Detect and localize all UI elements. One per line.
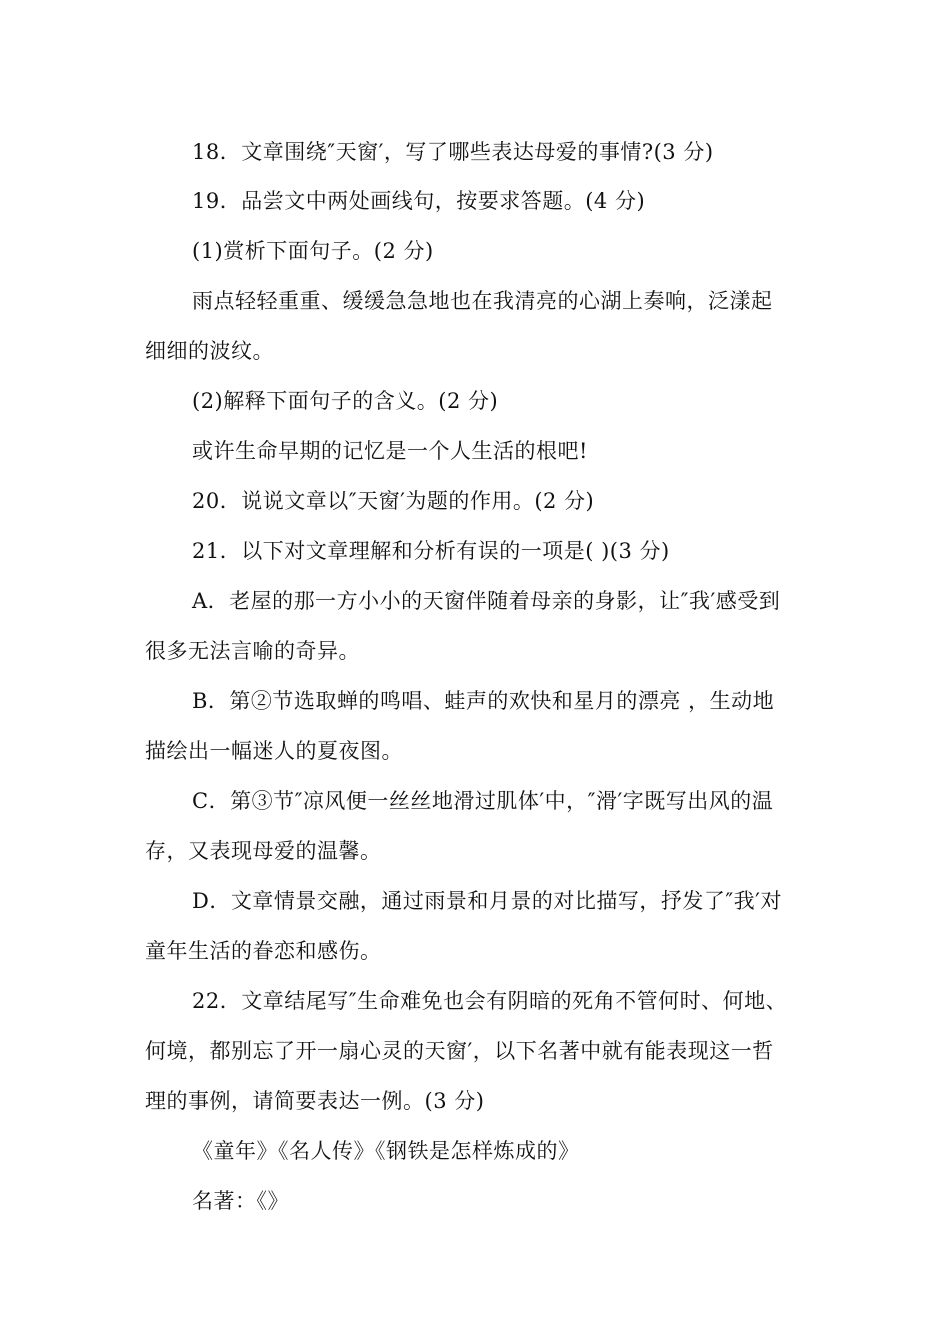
question-20: 20．说说文章以″天窗′为题的作用。(2 分) bbox=[192, 489, 595, 513]
quoted-sentence-1-line-2: 细细的波纹。 bbox=[145, 339, 274, 363]
option-d-line-2: 童年生活的眷恋和感伤。 bbox=[145, 939, 382, 963]
question-19-part-1: (1)赏析下面句子。(2 分) bbox=[192, 239, 434, 263]
option-d-line-1: D．文章情景交融，通过雨景和月景的对比描写，抒发了″我′对 bbox=[192, 889, 782, 913]
book-list: 《童年》《名人传》《钢铁是怎样炼成的》 bbox=[192, 1139, 580, 1163]
answer-book-name: 名著：《》 bbox=[192, 1189, 289, 1213]
question-22-line-3: 理的事例，请简要表达一例。(3 分) bbox=[145, 1089, 485, 1113]
option-a-line-2: 很多无法言喻的奇异。 bbox=[145, 639, 360, 663]
option-a-line-1: A．老屋的那一方小小的天窗伴随着母亲的身影，让″我′感受到 bbox=[192, 589, 781, 613]
quoted-sentence-2: 或许生命早期的记忆是一个人生活的根吧! bbox=[192, 439, 588, 463]
question-18: 18．文章围绕″天窗′，写了哪些表达母爱的事情?(3 分) bbox=[192, 140, 714, 164]
question-19-part-2: (2)解释下面句子的含义。(2 分) bbox=[192, 389, 499, 413]
question-21: 21．以下对文章理解和分析有误的一项是( )(3 分) bbox=[192, 539, 670, 563]
question-19: 19．品尝文中两处画线句，按要求答题。(4 分) bbox=[192, 189, 646, 213]
option-b-line-1: B．第②节选取蝉的鸣唱、蛙声的欢快和星月的漂亮 ，生动地 bbox=[192, 689, 775, 713]
question-22-line-2: 何境，都别忘了开一扇心灵的天窗′，以下名著中就有能表现这一哲 bbox=[145, 1039, 774, 1063]
question-22-line-1: 22．文章结尾写″生命难免也会有阴暗的死角不管何时、何地、 bbox=[192, 989, 788, 1013]
option-b-line-2: 描绘出一幅迷人的夏夜图。 bbox=[145, 739, 403, 763]
option-c-line-2: 存，又表现母爱的温馨。 bbox=[145, 839, 382, 863]
option-c-line-1: C．第③节″凉风便一丝丝地滑过肌体′中，″滑′字既写出风的温 bbox=[192, 789, 774, 813]
quoted-sentence-1-line-1: 雨点轻轻重重、缓缓急急地也在我清亮的心湖上奏响，泛漾起 bbox=[192, 289, 773, 313]
